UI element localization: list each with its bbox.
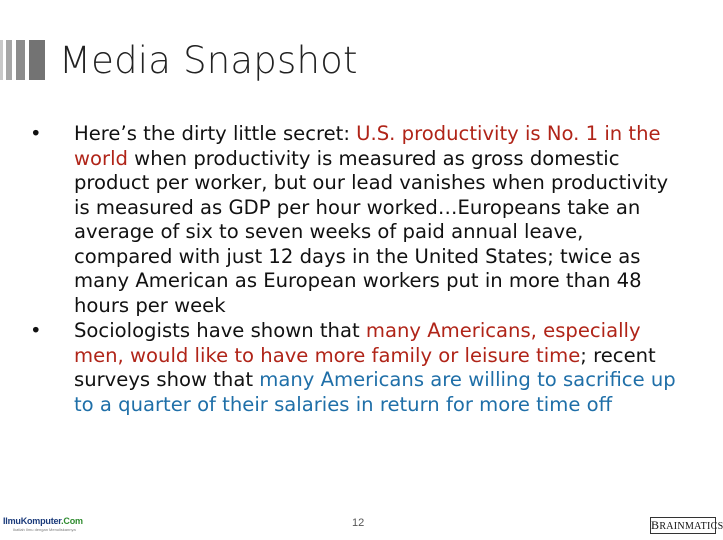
ilmukomputer-logo <box>3 516 83 534</box>
logo-tagline: Ikatlah Ilmu dengan Menuliskannya <box>13 527 76 532</box>
decoration-bar <box>6 40 12 80</box>
bullet-highlight-red: many Americans, especially men, would like to have more family or leisure time <box>74 319 641 367</box>
bullet-list <box>30 122 680 417</box>
bullet-highlight-red: U.S. productivity is No. 1 in the world <box>74 122 661 170</box>
slide-content <box>30 122 680 418</box>
bullet-text: ; recent surveys show that <box>74 343 656 391</box>
decoration-bar <box>16 40 25 80</box>
brainmatics-logo <box>650 517 723 534</box>
logo-first-letter: B <box>651 518 660 532</box>
logo-rest-text: MATICS <box>684 521 723 532</box>
ilmukomputer-logo-text <box>3 516 83 526</box>
bullet-item <box>30 122 680 318</box>
logo-mid-text: RAIN <box>659 521 685 532</box>
page-number: 12 <box>352 517 365 529</box>
logo-suffix-text: .Com <box>61 516 83 526</box>
title-decoration-bars <box>0 40 48 80</box>
bullet-icon <box>30 319 74 344</box>
decoration-bar <box>29 40 45 80</box>
bullet-text: Sociologists have shown that <box>74 319 366 342</box>
bullet-item <box>30 319 680 417</box>
slide-title: Media Snapshot <box>59 39 358 82</box>
bullet-text: when productivity is measured as gross domestic product per worker, but our lead vanishes when productivity is measured as GDP per hour worked…Europeans take an average of six to seven weeks of paid annual leave, compared with just 12 days in the United States; twice as many American as European workers put in more than 48 hours per week <box>74 146 669 317</box>
decoration-bar <box>0 40 3 80</box>
bullet-highlight-blue: many Americans are willing to sacrifice up to a quarter of their salaries in return for more time off <box>74 368 676 416</box>
logo-main-text: IlmuKomputer <box>3 516 62 526</box>
bullet-icon <box>30 122 74 147</box>
bullet-text: Here’s the dirty little secret: <box>74 122 357 145</box>
